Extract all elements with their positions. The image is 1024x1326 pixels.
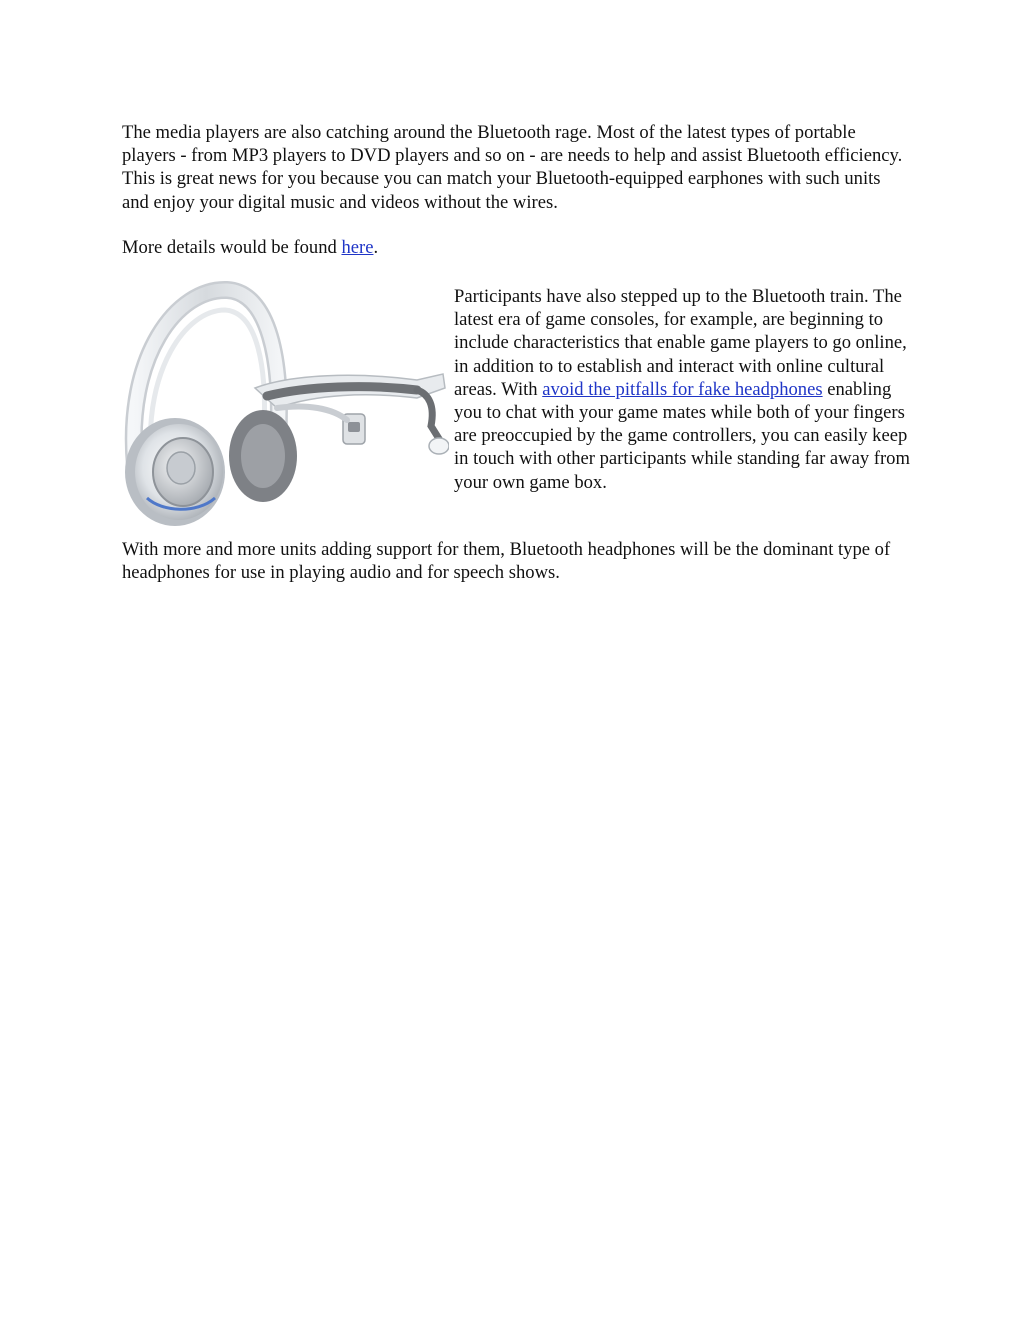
paragraph-participants bbox=[454, 285, 914, 494]
more-details-text: More details would be found bbox=[122, 237, 342, 258]
here-link[interactable]: here bbox=[341, 237, 374, 258]
bluetooth-headphones-image bbox=[117, 276, 449, 528]
participants-text: Participants have also stepped up to the Bluetooth train. The latest era of game consoles, for example, are beginning to include characteristics that enable game players to go online, in addition to to establish and interact with online cultural areas. With bbox=[454, 286, 907, 400]
more-details-period: . bbox=[373, 237, 379, 258]
paragraph-media-players: The media players are also catching around the Bluetooth rage. Most of the latest types of portable players - from MP3 players to DVD players and so on - are needs to help and assist Bluetooth efficiency. This is great news for you because you can match your Bluetooth-equipped earphones with such units and enjoy your digital music and videos without the wires. bbox=[122, 122, 903, 213]
paragraph-more-details bbox=[122, 236, 912, 259]
fake-headphones-link[interactable]: avoid the pitfalls for fake headphones bbox=[542, 378, 823, 400]
participants-text-continued: enabling you to chat with your game mates while both of your fingers are preoccupied by the game controllers, you can easily keep in touch with other participants while standing far away from your own game box. bbox=[454, 378, 910, 493]
paragraph-dominant-type: With more and more units adding support for them, Bluetooth headphones will be the dominant type of headphones for use in playing audio and for speech shows. bbox=[122, 539, 891, 584]
